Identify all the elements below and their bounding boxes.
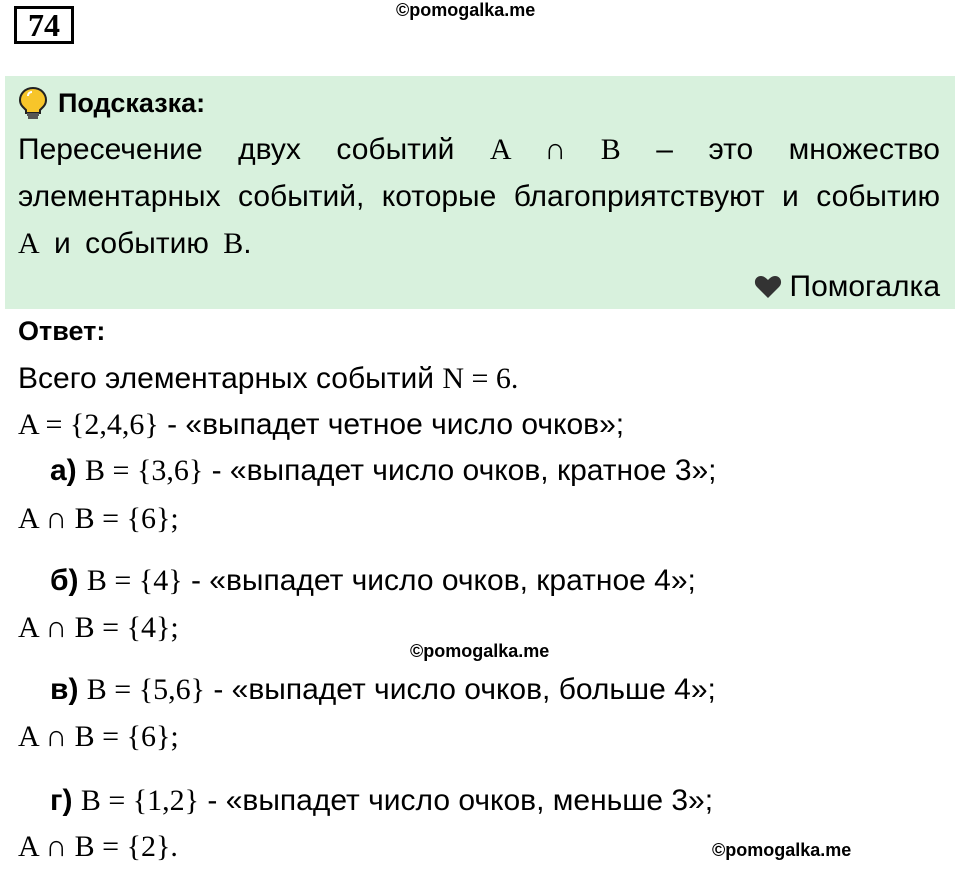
hint-text-part: .: [243, 227, 252, 260]
total-prefix: Всего элементарных событий: [18, 362, 443, 395]
hint-event-b: B: [223, 227, 244, 260]
item-a-line: [50, 454, 717, 488]
set-b-expression: B = {3,6}: [85, 454, 204, 487]
hint-title-row: [18, 86, 205, 120]
total-events-line: [18, 362, 518, 396]
hint-event-a: A: [18, 227, 40, 260]
hint-title: Подсказка:: [58, 87, 206, 118]
set-b-description: - «выпадет число очков, больше 4»;: [205, 673, 716, 706]
hint-text: [18, 126, 940, 267]
item-b-line: [50, 564, 696, 598]
item-marker: в): [50, 673, 79, 706]
item-marker: г): [50, 784, 73, 817]
set-a-description: - «выпадет четное число очков»;: [158, 408, 625, 441]
set-b-expression: B = {1,2}: [80, 784, 200, 817]
problem-number: 74: [14, 6, 74, 44]
item-v-result: A ∩ B = {6};: [18, 720, 179, 753]
answer-label: Ответ:: [18, 316, 106, 346]
set-b-description: - «выпадет число очков, кратное 4»;: [182, 564, 696, 597]
set-b-expression: B = {5,6}: [86, 673, 206, 706]
item-marker: б): [50, 564, 79, 597]
set-b-description: - «выпадет число очков, кратное 3»;: [203, 454, 717, 487]
set-b-expression: B = {4}: [86, 564, 183, 597]
set-b-description: - «выпадет число очков, меньше 3»;: [199, 784, 714, 817]
item-b-result: A ∩ B = {4};: [18, 611, 179, 644]
hint-text-part: Пересечение двух событий: [18, 133, 490, 166]
set-a-expression: A = {2,4,6}: [18, 408, 159, 441]
item-a-result: A ∩ B = {6};: [18, 502, 179, 535]
item-v-line: [50, 673, 716, 707]
set-a-line: [18, 408, 624, 442]
lightbulb-icon: [18, 86, 48, 120]
item-g-result: A ∩ B = {2}.: [18, 830, 178, 863]
hint-signature: [754, 270, 941, 304]
hint-expression: A ∩ B: [489, 133, 621, 166]
signature-text: Помогалка: [789, 270, 940, 303]
total-expression: N = 6.: [442, 362, 519, 395]
hint-text-part: и событию: [39, 227, 224, 260]
item-g-line: [50, 784, 713, 818]
item-marker: а): [50, 454, 77, 487]
watermark-middle: ©pomogalka.me: [410, 641, 550, 661]
heart-icon: [754, 275, 782, 299]
watermark-bottom: ©pomogalka.me: [712, 840, 852, 860]
watermark-top: ©pomogalka.me: [396, 0, 536, 20]
hint-text-part: – это множество элементарных событий, которые благоприятствуют и событию: [18, 133, 940, 213]
